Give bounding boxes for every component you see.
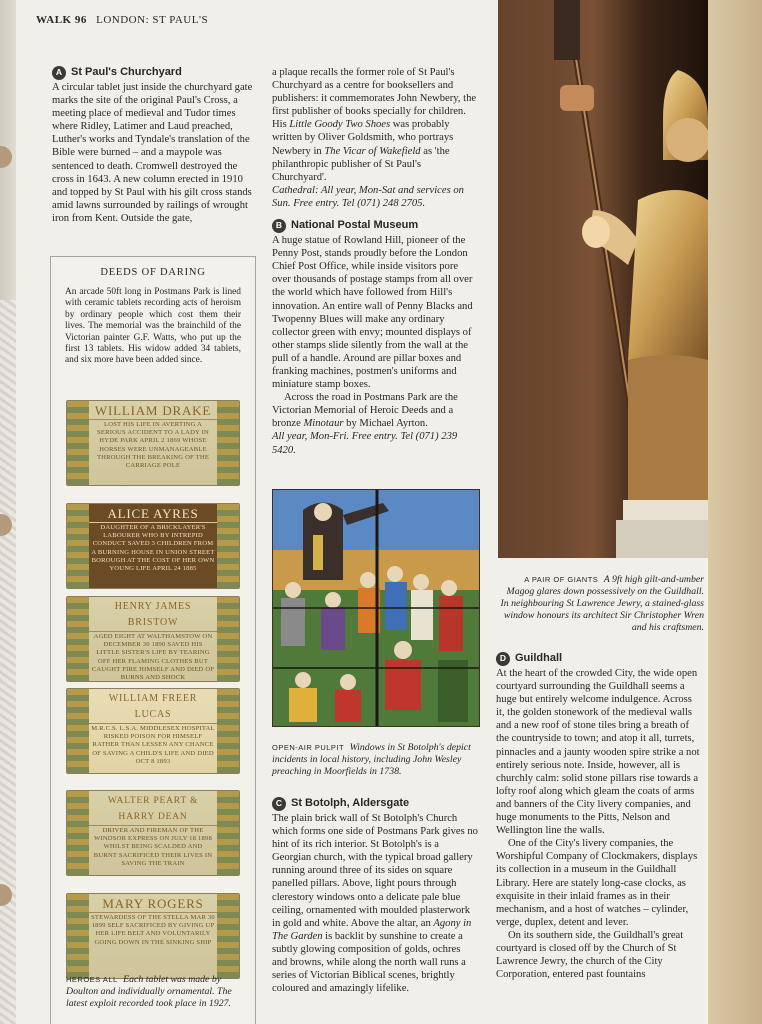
tablet-text: STEWARDESS OF THE STELLA MAR 30 1899 SELF SACRIFICED BY GIVING UP HER LIFE BELT AND VOLUNTARILY GOING DOWN IN THE SINKING SHIP xyxy=(91,914,215,946)
tablet-text: AGED EIGHT AT WALTHAMSTOW ON DECEMBER 30 1890 SAVED HIS LITTLE SISTER'S LIFE BY TEARING OFF HER FLAMING CLOTHES BUT CAUGHT FIRE HIMSELF AND DIED OF BURNS AND SHOCK xyxy=(91,633,215,682)
caption-pulpit-text: Windows in St Botolph's depict incidents in local history, including John Wesley preaching in Moorfields in 1738. xyxy=(272,742,471,777)
tablet-border-right xyxy=(217,597,239,681)
stained-glass-image xyxy=(273,490,480,727)
tablet-william-freer-lucas xyxy=(66,688,240,774)
tablet-text: DAUGHTER OF A BRICKLAYER'S LABOURER WHO BY INTREPID CONDUCT SAVED 3 CHILDREN FROM A BURNING HOUSE IN UNION STREET BOROUGH AT THE COST OF HER OWN YOUNG LIFE APRIL 24 1885 xyxy=(91,524,215,573)
caption-giants-label: A PAIR OF GIANTS xyxy=(524,575,599,584)
section-a-badge: A xyxy=(52,66,66,80)
tablet-border-right xyxy=(217,894,239,978)
section-d-body-3: On its southern side, the Guildhall's great courtyard is closed off by the Church of St Lawrence Jewry, the church of the City Corporation, entered past fountains xyxy=(496,929,684,981)
running-header xyxy=(36,14,208,26)
tablet-border-left xyxy=(67,689,89,773)
section-c-body: The plain brick wall of St Botolph's Church which forms one side of Postmans Park gives no hint of its rich interior. St Botolph's is a Georgian church, with the typical broad gallery running around three of its sides on square panelled pillars. Above, light pours through clerestory windows onto a delicate pale blue ceiling, ornamented with moulded plasterwork in gold and white. Above the altar, an Agony in The Garden is backlit by sunshine to create a subtly glowing composition of golds, ochres and browns, while along the north wall runs a series of Victorian Biblical scenes, brightly coloured and amazingly lifelike. xyxy=(272,813,478,995)
section-a-continued: a plaque recalls the former role of St Paul's Churchyard as a centre for booksellers and publishers: it commemorates John Newbery, the first publisher of books specially for children. His Little Goody Two Shoes was probably written by Oliver Goldsmith, who portrays Newbery in The Vicar of Wakefield as 'the philanthropic publisher of St Paul's Churchyard'. xyxy=(272,67,477,183)
section-b-title xyxy=(272,219,478,233)
tablet-text: LOST HIS LIFE IN AVERTING A SERIOUS ACCIDENT TO A LADY IN HYDE PARK APRIL 2 1869 WHOSE HORSES WERE UNMANAGEABLE THROUGH THE BREAKING OF THE CARRIAGE POLE xyxy=(96,421,210,470)
section-b-body: A huge statue of Rowland Hill, pioneer of the Penny Post, stands proudly before the London Chief Post Office, while inside visitors pore over thousands of postage stamps from all over the world which have followed from Hill's innovation. An entire wall of Penny Blacks and Twopenny Blues will make any ordinary collector green with envy; mounted displays of other stamps slide silently from the wall at the pull of a handle. Around are pillar boxes and franking machines, postmen's uniforms and miniature stamp boxes. xyxy=(272,235,473,391)
section-c-title xyxy=(272,797,478,811)
sidebar-title: DEEDS OF DARING xyxy=(100,267,206,278)
page-edge-right xyxy=(708,0,762,1024)
tablet-border-right xyxy=(217,504,239,588)
section-c-heading: St Botolph, Aldersgate xyxy=(291,797,410,810)
section-b-info: All year, Mon-Fri. Free entry. Tel (071) 239 5420. xyxy=(272,431,458,456)
section-c xyxy=(272,797,478,995)
walk-number: WALK 96 xyxy=(36,14,87,26)
section-d-heading: Guildhall xyxy=(515,652,563,665)
tablet-walter-peart-harry-dean xyxy=(66,790,240,876)
tablet-border-right xyxy=(217,791,239,875)
tablet-border-left xyxy=(67,894,89,978)
tablet-border-right xyxy=(217,689,239,773)
section-b-badge: B xyxy=(272,219,286,233)
magog-statue-image xyxy=(498,0,708,558)
sidebar-body: An arcade 50ft long in Postmans Park is lined with ceramic tablets recording acts of heroism by ordinary people which cost them their lives. The memorial was the brainchild of the Victorian painter G.F. Watts, who put up the first 13 tablets. His widow added 34 tablets, and six more have been added since. xyxy=(65,287,241,366)
section-a-title xyxy=(52,66,254,80)
caption-heroes xyxy=(66,974,244,1010)
tablet-mary-rogers xyxy=(66,893,240,979)
section-d-body: At the heart of the crowded City, the wide open courtyard surrounding the Guildhall seems a huge but entirely welcome indulgence. Across it, the golden stonework of the medieval walls and a new roof of stone tiles bring a breath of the countryside to town; and atop it all, turrets, pinnacles and a jaunty wooden spire strike a not entirely serious note. Inside, however, all is churchly calm: solid stone pillars rise towards a lofty roof along which gleam the coats of arms and banners of the City livery companies, and huge monuments to the Pitts, Nelson and Wellington line the walls. xyxy=(496,668,700,837)
section-b-body-2: Across the road in Postmans Park are the Victorian Memorial of Heroic Deeds and a bronze Minotaur by Michael Ayrton. xyxy=(272,392,458,430)
stained-glass-photo xyxy=(272,489,480,727)
section-d-title xyxy=(496,652,702,666)
section-d-badge: D xyxy=(496,652,510,666)
walk-location: LONDON: ST PAUL'S xyxy=(96,14,209,26)
section-a-heading: St Paul's Churchyard xyxy=(71,66,182,79)
caption-heroes-text: Each tablet was made by Doulton and individually ornamental. The latest exploit recorded took place in 1927. xyxy=(66,974,232,1009)
section-a-body: A circular tablet just inside the churchyard gate marks the site of the original Paul's Cross, a meeting place of medieval and Tudor times where Ridley, Latimer and Laud preached, Luther's works and Tyndale's translation of the Bible were burned – and a maypole was sentenced to death. Cromwell destroyed the cross in 1643. A new column erected in 1910 and topped by St Paul with his gilt cross stands amid lawns surrounded by railings of wrought iron from Kent. Outside the gate, xyxy=(52,82,253,224)
caption-giants xyxy=(500,574,704,634)
section-b-heading: National Postal Museum xyxy=(291,219,419,232)
tablet-border-left xyxy=(67,504,89,588)
section-a xyxy=(52,66,254,225)
section-c-badge: C xyxy=(272,797,286,811)
tablet-name: WILLIAM FREER LUCAS xyxy=(89,691,217,724)
tablet-border-left xyxy=(67,401,89,485)
tablet-name: WILLIAM DRAKE xyxy=(89,403,217,420)
tablet-text: DRIVER AND FIREMAN OF THE WINDSOR EXPRESS ON JULY 18 1898 WHILST BEING SCALDED AND BURNT SACRIFICED THEIR LIVES IN SAVING THE TRAIN xyxy=(93,827,213,867)
section-d xyxy=(496,652,702,981)
tablet-border-left xyxy=(67,791,89,875)
section-d-body-2: One of the City's livery companies, the Worshipful Company of Clockmakers, displays its collection in a museum in the Guildhall Library. Here are stately long-case clocks, as exquisite in their inlaid frames as in their mechanism, and a host of watches – cylinder, verge, duplex, detent and lever. xyxy=(496,838,698,928)
tablet-name: WALTER PEART & HARRY DEAN xyxy=(89,793,217,826)
tablet-henry-james-bristow xyxy=(66,596,240,682)
caption-heroes-label: HEROES ALL xyxy=(66,975,118,984)
caption-giants-text: A 9ft high gilt-and-umber Magog glares down possessively on the Guildhall. In neighbouring St Lawrence Jewry, a stained-glass window honours its architect Sir Christopher Wren and his craftsmen. xyxy=(500,574,704,633)
tablet-william-drake xyxy=(66,400,240,486)
tablet-alice-ayres xyxy=(66,503,240,589)
column-two xyxy=(272,66,478,457)
tablet-border-left xyxy=(67,597,89,681)
tablet-name: ALICE AYRES xyxy=(89,506,217,523)
caption-pulpit-label: OPEN-AIR PULPIT xyxy=(272,743,345,752)
caption-pulpit xyxy=(272,742,478,778)
section-a-info: Cathedral: All year, Mon-Sat and services on Sun. Free entry. Tel (071) 248 2705. xyxy=(272,184,464,209)
adjacent-map-edge xyxy=(0,300,16,1024)
magog-statue-photo xyxy=(498,0,708,558)
tablet-name: MARY ROGERS xyxy=(89,896,217,913)
tablet-border-right xyxy=(217,401,239,485)
tablet-name: HENRY JAMES BRISTOW xyxy=(89,599,217,632)
tablet-text: M.R.C.S. L.S.A. MIDDLESEX HOSPITAL RISKED POISON FOR HIMSELF RATHER THAN LESSEN ANY CHANCE OF SAVING A CHILD'S LIFE AND DIED OCT 8 1893 xyxy=(91,725,215,765)
